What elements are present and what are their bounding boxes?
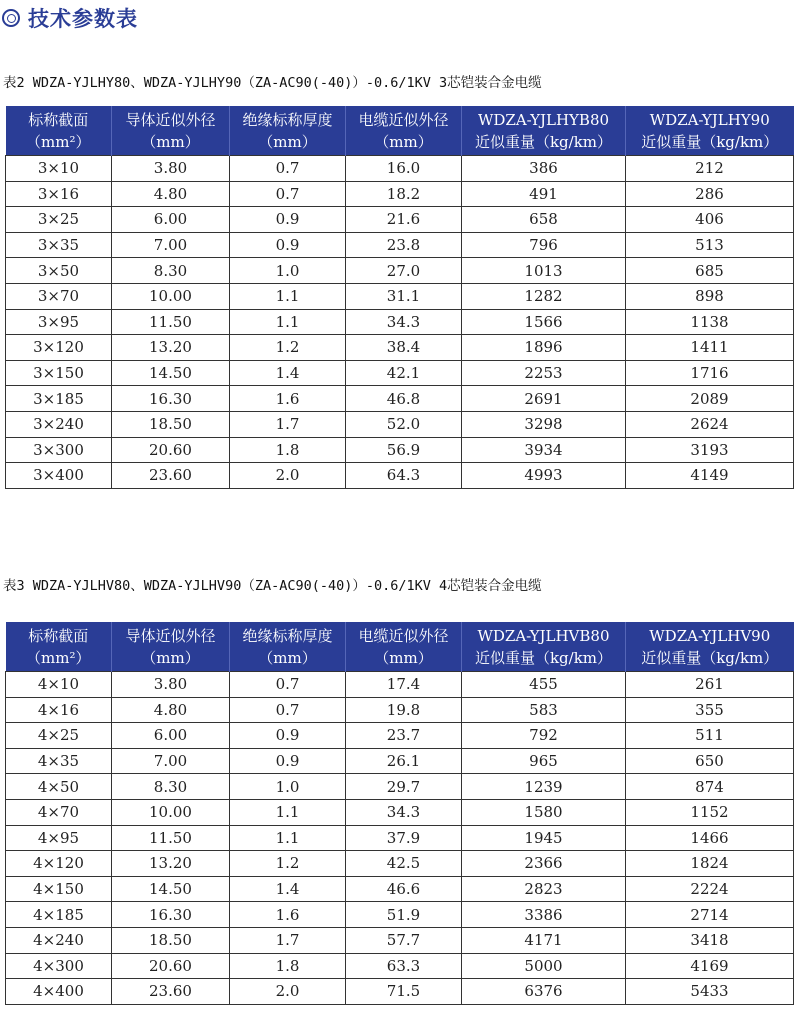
table-cell: 1566 [462,309,626,335]
table-cell: 7.00 [112,232,230,258]
table-cell: 583 [462,697,626,723]
table-cell: 1.7 [230,927,346,953]
table-cell: 650 [626,748,794,774]
table-cell: 6.00 [112,207,230,233]
table-cell: 4×10 [6,672,112,698]
table-row [6,463,794,489]
table-cell: 1282 [462,283,626,309]
column-header-unit: （mm） [141,132,200,151]
table-cell: 0.7 [230,181,346,207]
column-header-title: WDZA-YJLHVB80 [477,626,610,645]
table-cell: 1411 [626,335,794,361]
table-cell: 1.1 [230,799,346,825]
table-cell: 0.9 [230,207,346,233]
table-cell: 491 [462,181,626,207]
column-header [112,106,230,156]
table-cell: 10.00 [112,283,230,309]
table-cell: 3×35 [6,232,112,258]
table-cell: 27.0 [346,258,462,284]
table-row [6,437,794,463]
table-cell: 0.7 [230,156,346,182]
table-cell: 3×300 [6,437,112,463]
table-cell: 8.30 [112,774,230,800]
column-header-unit: 近似重量（kg/km） [474,132,613,151]
column-header-unit: （mm） [374,648,433,667]
table-cell: 14.50 [112,876,230,902]
table-cell: 1.6 [230,902,346,928]
table-cell: 3×16 [6,181,112,207]
column-header-title: 标称截面 [28,110,89,129]
table-cell: 513 [626,232,794,258]
table-cell: 3×70 [6,283,112,309]
column-header-title: WDZA-YJLHYB80 [477,110,610,129]
table-cell: 406 [626,207,794,233]
table-cell: 1.8 [230,953,346,979]
column-header-title: 电缆近似外径 [358,110,449,129]
column-header [230,622,346,672]
table-cell: 5433 [626,979,794,1005]
table-cell: 21.6 [346,207,462,233]
table-cell: 355 [626,697,794,723]
column-header-unit: 近似重量（kg/km） [641,648,779,667]
column-header-title: 绝缘标称厚度 [242,626,333,645]
table-cell: 14.50 [112,360,230,386]
table-cell: 3×240 [6,411,112,437]
table-cell: 13.20 [112,335,230,361]
table-cell: 26.1 [346,748,462,774]
table-row [6,309,794,335]
table-cell: 2253 [462,360,626,386]
table-cell: 16.0 [346,156,462,182]
table-cell: 3×10 [6,156,112,182]
table-cell: 455 [462,672,626,698]
table-cell: 3×400 [6,463,112,489]
table-cell: 6.00 [112,723,230,749]
table-cell: 4×300 [6,953,112,979]
table-cell: 34.3 [346,799,462,825]
table-row [6,411,794,437]
table-cell: 8.30 [112,258,230,284]
table-cell: 4149 [626,463,794,489]
table-row [6,723,794,749]
table-row [6,181,794,207]
table-cell: 31.1 [346,283,462,309]
header-row [6,106,794,156]
table-cell: 4×240 [6,927,112,953]
column-header-title: WDZA-YJLHV90 [649,626,771,645]
column-header [462,622,626,672]
table-cell: 19.8 [346,697,462,723]
table-cell: 1.1 [230,283,346,309]
table-cell: 64.3 [346,463,462,489]
table-row [6,902,794,928]
table-cell: 16.30 [112,902,230,928]
table-cell: 1.6 [230,386,346,412]
table-cell: 3×120 [6,335,112,361]
table-row [6,927,794,953]
table-cell: 1.2 [230,851,346,877]
table-cell: 2714 [626,902,794,928]
column-header-title: WDZA-YJLHY90 [649,110,770,129]
table-cell: 11.50 [112,309,230,335]
table-cell: 3×150 [6,360,112,386]
table-cell: 3×185 [6,386,112,412]
column-header [626,106,794,156]
table-row [6,335,794,361]
table-cell: 898 [626,283,794,309]
table-row [6,156,794,182]
table-cell: 4×185 [6,902,112,928]
table-cell: 1945 [462,825,626,851]
column-header [462,106,626,156]
table-cell: 685 [626,258,794,284]
table-cell: 3×50 [6,258,112,284]
column-header-title: 电缆近似外径 [358,626,449,645]
table-cell: 4×25 [6,723,112,749]
table-row [6,748,794,774]
table-row [6,979,794,1005]
table-cell: 2224 [626,876,794,902]
table-cell: 1.4 [230,876,346,902]
table-row [6,360,794,386]
table-cell: 658 [462,207,626,233]
table-cell: 1896 [462,335,626,361]
table-cell: 1013 [462,258,626,284]
table-cell: 0.9 [230,723,346,749]
table-cell: 3.80 [112,672,230,698]
column-header-title: 绝缘标称厚度 [242,110,333,129]
table-cell: 2.0 [230,979,346,1005]
table-cell: 3×95 [6,309,112,335]
section-heading [0,2,138,34]
table-cell: 42.1 [346,360,462,386]
table-cell: 874 [626,774,794,800]
table-cell: 46.6 [346,876,462,902]
column-header-title: 标称截面 [28,626,89,645]
table-cell: 51.9 [346,902,462,928]
table-cell: 18.50 [112,411,230,437]
table-cell: 1239 [462,774,626,800]
table-cell: 0.9 [230,232,346,258]
table-cell: 1.7 [230,411,346,437]
table-cell: 3.80 [112,156,230,182]
table-cell: 1.1 [230,825,346,851]
table-cell: 1.1 [230,309,346,335]
table-cell: 386 [462,156,626,182]
table-row [6,697,794,723]
table3-spec-table [5,622,794,1005]
column-header-title: 导体近似外径 [125,626,216,645]
table-row [6,799,794,825]
table-cell: 4×400 [6,979,112,1005]
table-row [6,774,794,800]
table-row [6,825,794,851]
table-cell: 4×50 [6,774,112,800]
table-cell: 792 [462,723,626,749]
table-cell: 10.00 [112,799,230,825]
table-cell: 42.5 [346,851,462,877]
table-cell: 2.0 [230,463,346,489]
column-header [230,106,346,156]
table-cell: 3×25 [6,207,112,233]
table-cell: 1580 [462,799,626,825]
table-cell: 46.8 [346,386,462,412]
table-cell: 23.60 [112,979,230,1005]
table-cell: 57.7 [346,927,462,953]
column-header-title: 导体近似外径 [125,110,216,129]
table-cell: 286 [626,181,794,207]
column-header-unit: （mm²） [26,132,91,151]
column-header-unit: （mm） [258,648,317,667]
table-cell: 4×150 [6,876,112,902]
circle-bullet-icon [2,9,20,27]
column-header-unit: （mm） [374,132,433,151]
table-cell: 796 [462,232,626,258]
table-cell: 38.4 [346,335,462,361]
table-cell: 3386 [462,902,626,928]
table-cell: 2089 [626,386,794,412]
table-cell: 965 [462,748,626,774]
table-cell: 4169 [626,953,794,979]
table-cell: 23.7 [346,723,462,749]
table-cell: 34.3 [346,309,462,335]
table-cell: 11.50 [112,825,230,851]
table-cell: 212 [626,156,794,182]
table-cell: 56.9 [346,437,462,463]
column-header [346,106,462,156]
table-cell: 1716 [626,360,794,386]
table-cell: 1138 [626,309,794,335]
table-cell: 23.8 [346,232,462,258]
table-cell: 71.5 [346,979,462,1005]
table-cell: 16.30 [112,386,230,412]
table-cell: 1.2 [230,335,346,361]
table-cell: 1.8 [230,437,346,463]
column-header-unit: 近似重量（kg/km） [474,648,613,667]
table-cell: 0.9 [230,748,346,774]
table-cell: 3934 [462,437,626,463]
table-cell: 2366 [462,851,626,877]
table-row [6,953,794,979]
table-cell: 2624 [626,411,794,437]
table-cell: 4.80 [112,181,230,207]
section-title: 技术参数表 [28,7,138,31]
table-row [6,258,794,284]
table-cell: 7.00 [112,748,230,774]
table-cell: 4×16 [6,697,112,723]
table-row [6,207,794,233]
table-cell: 3193 [626,437,794,463]
column-header [112,622,230,672]
table-cell: 18.2 [346,181,462,207]
table-cell: 1824 [626,851,794,877]
table-cell: 4993 [462,463,626,489]
column-header [6,622,112,672]
table-cell: 4×120 [6,851,112,877]
table3-caption: 表3 WDZA-YJLHV80、WDZA-YJLHV90（ZA-AC90(-40)）-0.6/1KV 4芯铠装合金电缆 [3,578,542,594]
column-header [626,622,794,672]
table-cell: 23.60 [112,463,230,489]
table-cell: 2823 [462,876,626,902]
table-cell: 63.3 [346,953,462,979]
table-cell: 4×35 [6,748,112,774]
table-cell: 17.4 [346,672,462,698]
column-header-unit: （mm） [258,132,317,151]
table-cell: 0.7 [230,697,346,723]
table2-caption: 表2 WDZA-YJLHY80、WDZA-YJLHY90（ZA-AC90(-40)）-0.6/1KV 3芯铠装合金电缆 [3,75,542,91]
column-header [346,622,462,672]
table-cell: 4.80 [112,697,230,723]
table-cell: 4171 [462,927,626,953]
column-header-unit: （mm） [141,648,200,667]
table-cell: 37.9 [346,825,462,851]
table-cell: 1.4 [230,360,346,386]
table-row [6,672,794,698]
table-cell: 3418 [626,927,794,953]
table-cell: 1152 [626,799,794,825]
column-header-unit: 近似重量（kg/km） [641,132,779,151]
header-row [6,622,794,672]
table-cell: 1.0 [230,258,346,284]
table-cell: 13.20 [112,851,230,877]
table-cell: 29.7 [346,774,462,800]
table-cell: 4×70 [6,799,112,825]
table-cell: 4×95 [6,825,112,851]
table-cell: 18.50 [112,927,230,953]
table-cell: 52.0 [346,411,462,437]
table-cell: 511 [626,723,794,749]
table-cell: 3298 [462,411,626,437]
table-cell: 6376 [462,979,626,1005]
table-row [6,232,794,258]
column-header-unit: （mm²） [26,648,91,667]
table-cell: 2691 [462,386,626,412]
table-cell: 1466 [626,825,794,851]
table-cell: 1.0 [230,774,346,800]
table2-spec-table [5,106,794,489]
table-row [6,876,794,902]
table-row [6,386,794,412]
table-row [6,283,794,309]
table-row [6,851,794,877]
table-cell: 261 [626,672,794,698]
table-cell: 5000 [462,953,626,979]
table-cell: 20.60 [112,953,230,979]
table-cell: 20.60 [112,437,230,463]
column-header [6,106,112,156]
table-cell: 0.7 [230,672,346,698]
